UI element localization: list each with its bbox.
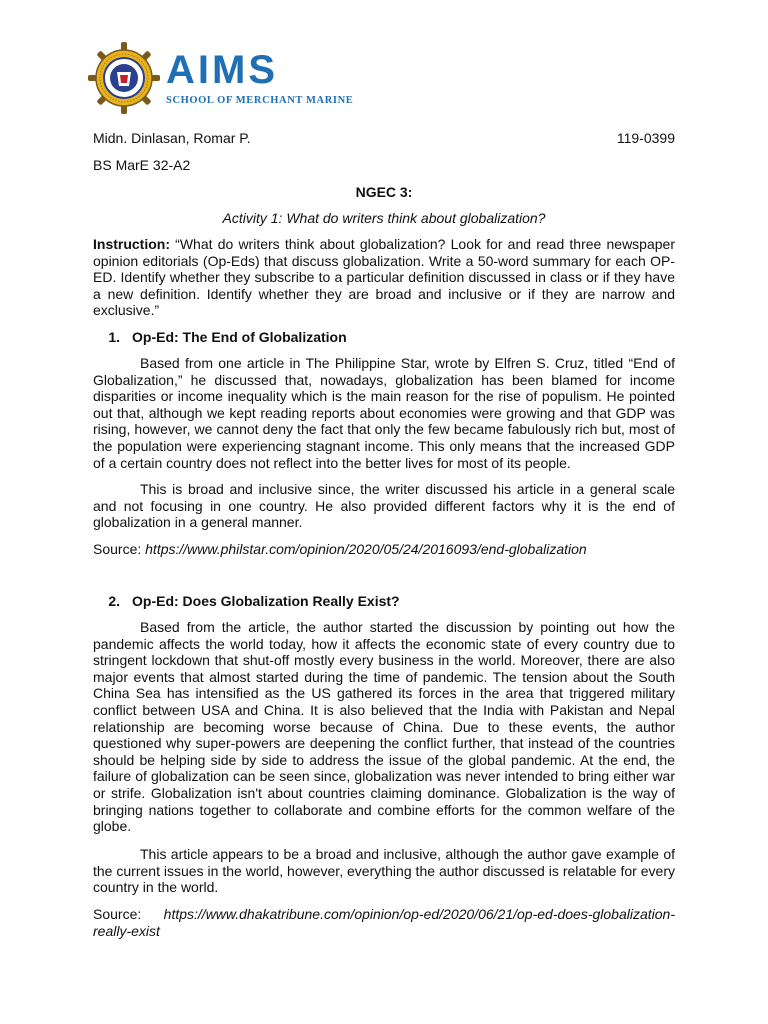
section-1-source	[93, 541, 675, 558]
student-name: Midn. Dinlasan, Romar P.	[93, 130, 251, 146]
activity-title: Activity 1: What do writers think about globalization?	[222, 210, 546, 226]
section-2-paragraph-2: This article appears to be a broad and inclusive, although the author gave example of the current issues in the world, however, everything the author discussed is relatable for every country in the world.	[93, 846, 675, 896]
section-1-title: Op-Ed: The End of Globalization	[132, 329, 347, 345]
section-1-paragraph-1: Based from one article in The Philippine Star, wrote by Elfren S. Cruz, titled “End of Globalization,” he discussed that, nowadays, globalization has been blamed for income disparities or income inequality which is the main reason for the rise of populism. He pointed out that, although we kept reading reports about economies were growing and that GDP was rising, however, we cannot deny the fact that only the few became fabulously rich but, most of the population were experiencing stagnant income. This only means that the increased GDP of a certain country does not reflect into the better lives for most of its people.	[93, 355, 675, 471]
student-id: 119-0399	[616, 130, 675, 146]
section-2-source	[93, 906, 675, 939]
student-info-line	[93, 130, 675, 147]
student-course: BS MarE 32-A2	[93, 157, 191, 173]
section-1-heading	[93, 329, 347, 346]
section-1-source-label: Source:	[93, 541, 142, 557]
ship-wheel-seal-icon	[88, 42, 160, 114]
section-2-number: 2.	[108, 593, 120, 609]
school-header	[88, 42, 354, 114]
section-2-paragraph-1: Based from the article, the author started the discussion by pointing out how the pandemic affects the world today, how it affects the economic state of every country due to stringent lockdown that shut-off mostly every business in the world. Moreover, there are also major events that almost started during the time of pandemic. The tension about the South China Sea has intensified as the US gathered its forces in the area that triggered military conflict between USA and China. It is also believed that the India with Pakistan and Nepal relationship are becoming worse because of China. Due to these events, the author questioned why super-powers are deepening the conflict further, that instead of the countries should be helping side by side to address the issue of the global pandemic. At the end, the failure of globalization can be seen since, globalization was never intended to bring either war or strife. Globalization isn't about countries claiming dominance. Globalization is the way of bringing nations together to collaborate and combine efforts for the common welfare of the globe.	[93, 619, 675, 835]
subject-title: NGEC 3:	[355, 184, 413, 200]
section-2-source-link[interactable]: https://www.dhakatribune.com/opinion/op-ed/2020/06/21/op-ed-does-globalization-really-exist	[93, 906, 675, 939]
section-2-title: Op-Ed: Does Globalization Really Exist?	[132, 593, 400, 609]
section-1-source-link[interactable]: https://www.philstar.com/opinion/2020/05/24/2016093/end-globalization	[145, 541, 587, 557]
instruction-text: “What do writers think about globalization? Look for and read three newspaper opinion editorials (Op-Eds) that discuss globalization. Write a 50-word summary for each OP-ED. Identify whether they subscribe to a particular definition discussed in class or if they have a new definition. Identify whether they are broad and inclusive or if they are narrow and exclusive.”	[93, 236, 675, 319]
brand-name: AIMS	[166, 48, 278, 92]
brand	[166, 50, 353, 110]
section-1-number: 1.	[108, 329, 120, 345]
brand-subtitle: SCHOOL OF MERCHANT MARINE	[166, 95, 354, 106]
section-2-heading	[93, 593, 400, 610]
section-2-source-label: Source:	[93, 906, 142, 922]
instruction-paragraph	[93, 236, 675, 319]
section-1-paragraph-2: This is broad and inclusive since, the writer discussed his article in a general scale and not focusing in one country. He also provided different factors why it is the end of globalization in a general manner.	[93, 481, 675, 531]
instruction-label: Instruction:	[93, 236, 170, 252]
